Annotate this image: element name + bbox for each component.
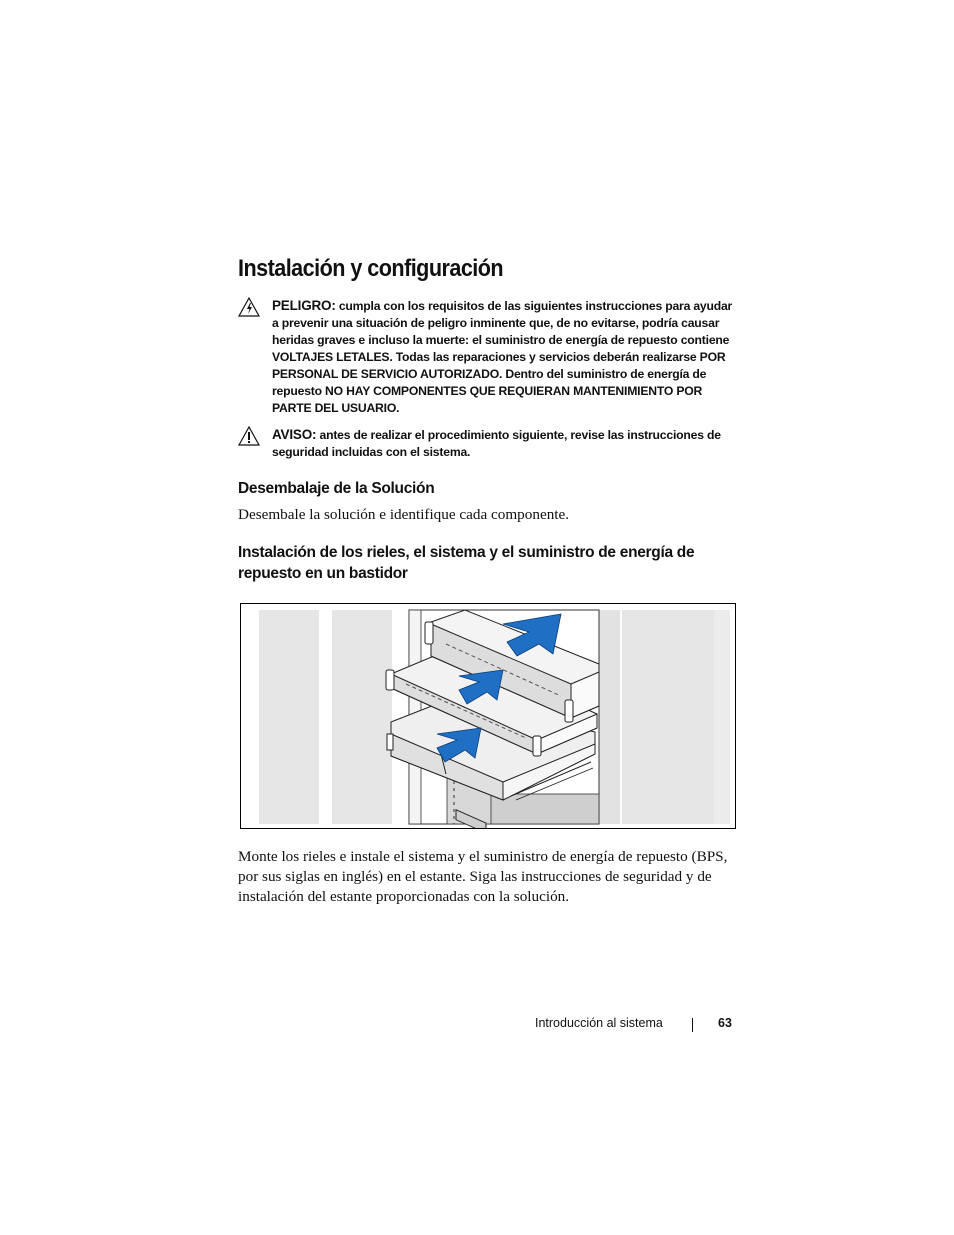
danger-text-block [272,297,738,417]
rack-illustration [241,604,735,828]
notice-label: AVISO: [272,427,317,442]
section-heading-unpacking: Desembalaje de la Solución [238,480,435,497]
page-title: Instalación y configuración [238,255,504,282]
section-heading-rack-install: Instalación de los rieles, el sistema y el suministro de energía de repuesto en un bastidor [238,544,695,582]
rack-post-right-inner [598,610,620,824]
rack-installation-figure [240,603,736,829]
section-body-unpacking: Desembale la solución e identifique cada componente. [238,506,570,523]
warning-triangle-icon [238,297,260,317]
footer-divider [692,1018,693,1032]
footer-section-name: Introducción al sistema [535,1016,663,1030]
rack-base [491,794,599,824]
rack-post-left-outer [259,610,319,824]
page-number: 63 [718,1016,732,1030]
rack-post-left-inner [332,610,392,824]
danger-text: cumpla con los requisitos de las siguientes instrucciones para ayudar a prevenir una situación de peligro inminente que, de no evitarse, podría causar heridas graves e incluso la muerte: el suministro de energía de repuesto contiene VOLTAJES LETALES. Todas las reparaciones y servicios deberán realizarse POR PERSONAL DE SERVICIO AUTORIZADO. Dentro del suministro de energía de repuesto NO HAY COMPONENTES QUE REQUIERAN MANTENIMIENTO POR PARTE DEL USUARIO. [272,299,733,415]
caution-triangle-icon [238,426,260,446]
rack-post-right-outer [622,610,714,824]
notice-note [238,426,738,461]
notice-text: antes de realizar el procedimiento siguiente, revise las instrucciones de seguridad incluidas con el sistema. [272,428,721,459]
danger-label: PELIGRO: [272,298,336,313]
rack-post-right-edge [714,610,730,824]
notice-text-block [272,426,738,461]
danger-note [238,297,738,417]
section-body-rack-install: Monte los rieles e instale el sistema y el suministro de energía de repuesto (BPS, por sus siglas en inglés) en el estante. Siga las instrucciones de seguridad y de instalación del estante proporcionadas con la solución. [238,848,728,905]
